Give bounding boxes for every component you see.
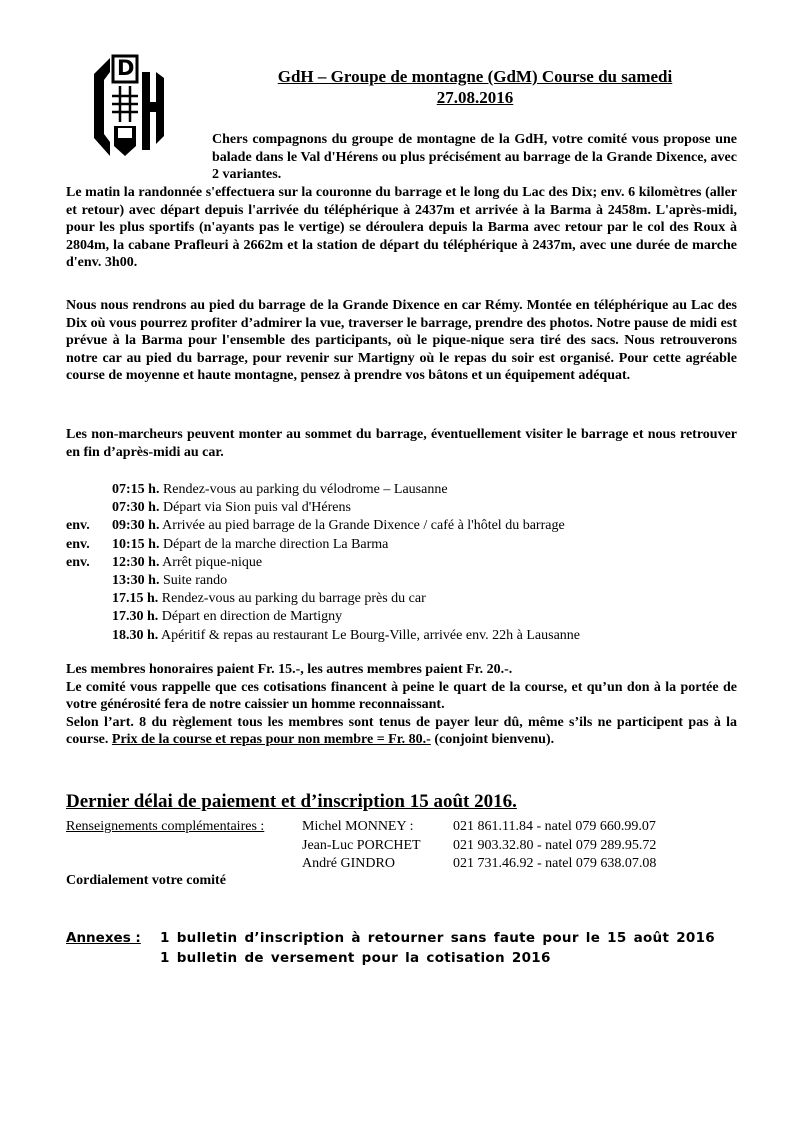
fees-section [66,661,737,749]
title-line-2: 27.08.2016 [436,88,514,107]
non-member-price: Prix de la course et repas pour non membre = Fr. 80.- [111,732,431,747]
schedule-row [66,590,746,608]
schedule-time [112,608,342,626]
schedule-text: Arrêt pique-nique [159,554,263,570]
schedule-row [66,536,746,554]
schedule-time-value: 07:30 h. [112,500,160,516]
schedule-time-value: 18.30 h. [112,627,159,643]
annex-row [66,928,756,948]
schedule-text: Départ de la marche direction La Barma [159,536,389,552]
annex-item: 1 bulletin d’inscription à retourner sans faute pour le 15 août 2016 [160,930,715,946]
schedule-time-value: 13:30 h. [112,572,160,588]
schedule-row [66,572,746,590]
title-line-1: GdH – Groupe de montagne (GdM) Course du samedi [277,67,673,86]
page-title [210,66,740,108]
schedule-time [112,554,262,572]
schedule-time-value: 10:15 h. [112,536,160,552]
schedule-text: Arrivée au pied barrage de la Grande Dixence / café à l'hôtel du barrage [159,518,565,534]
annex-item: 1 bulletin de versement pour la cotisation 2016 [160,950,551,966]
rules-text-end: (conjoint bienvenu). [430,732,555,747]
schedule-time-value: 17.15 h. [112,591,159,607]
donation-line: Le comité vous rappelle que ces cotisations financent à peine le quart de la course, et qu’un don à la portée de votre générosité fera de notre caissier un homme reconnaissant. [66,679,737,712]
schedule-time [112,627,580,645]
logo-letter-d: D [117,56,135,80]
schedule-time [112,499,351,517]
schedule-prefix: env. [66,536,90,552]
contacts-section [66,818,746,874]
schedule-time-value: 12:30 h. [112,554,160,570]
contact-phone: 021 731.46.92 - natel 079 638.07.08 [453,856,657,871]
contact-row [66,837,746,856]
deadline-heading: Dernier délai de paiement et d’inscription 15 août 2016. [66,791,517,812]
schedule-text: Rendez-vous au parking du barrage près du car [158,591,426,607]
schedule-list [66,481,746,645]
schedule-text: Suite rando [159,572,228,588]
intro-paragraph: Chers compagnons du groupe de montagne de la GdH, votre comité vous propose une balade dans le Val d'Hérens ou plus précisément au barrage de la Grande Dixence, avec 2 variantes. [212,132,737,182]
schedule-row [66,499,746,517]
contact-row [66,818,746,837]
contact-phone: 021 861.11.84 - natel 079 660.99.07 [453,819,656,834]
paragraph-non-walkers: Les non-marcheurs peuvent monter au sommet du barrage, éventuellement visiter le barrage et nous retrouver en fin d’après-midi au car. [66,427,737,460]
schedule-time [112,536,388,554]
annex-row [66,948,756,968]
rules-text: Selon l’art. 8 du règlement tous les membres sont tenus de payer leur dû, même s’ils ne participent pas à la course. [66,714,737,747]
contact-row [66,855,746,874]
gdh-logo [80,52,170,162]
paragraph-transport: Nous nous rendrons au pied du barrage de la Grande Dixence en car Rémy. Montée en téléphérique au Lac des Dix où vous pourrez profiter d’admirer la vue, traverser le barrage, prendre des photos. Notre pause de midi est prévue à la Barma pour l'ensemble des participants, où le pique-nique sera tiré des sacs. Nous retrouverons notre car au pied du barrage, pour revenir sur Martigny où le repas du soir est organisé. Pour cette agréable course de moyenne et haute montagne, pensez à prendre vos bâtons et un équipement adéquat. [66,298,737,383]
schedule-row [66,627,746,645]
annexes-label: Annexes : [66,930,141,946]
schedule-row [66,481,746,499]
schedule-row [66,608,746,626]
schedule-row [66,554,746,572]
contact-phone: 021 903.32.80 - natel 079 289.95.72 [453,837,657,853]
annexes-section [66,928,756,968]
schedule-prefix: env. [66,518,90,534]
schedule-prefix: env. [66,554,90,570]
schedule-time-value: 17.30 h. [112,609,159,625]
schedule-time [112,517,565,535]
fees-line: Les membres honoraires paient Fr. 15.-, les autres membres paient Fr. 20.-. [66,662,513,677]
schedule-time [112,572,227,590]
schedule-time [112,481,448,499]
contact-name: André GINDRO [302,856,395,871]
schedule-time-value: 07:15 h. [112,482,160,497]
schedule-row [66,517,746,535]
schedule-text: Rendez-vous au parking du vélodrome – Lausanne [159,482,448,497]
contact-name: Michel MONNEY : [302,819,414,834]
contact-name: Jean-Luc PORCHET [302,837,421,853]
schedule-text: Départ via Sion puis val d'Hérens [159,500,351,516]
schedule-text: Départ en direction de Martigny [158,609,343,625]
schedule-time [112,590,426,608]
contacts-label: Renseignements complémentaires : [66,819,265,834]
schedule-time-value: 09:30 h. [112,518,160,534]
sign-off: Cordialement votre comité [66,873,226,888]
rules-line [66,714,737,749]
schedule-text: Apéritif & repas au restaurant Le Bourg-Ville, arrivée env. 22h à Lausanne [158,627,581,643]
paragraph-route: Le matin la randonnée s'effectuera sur la couronne du barrage et le long du Lac des Dix; env. 6 kilomètres (aller et retour) avec départ depuis l'arrivée du téléphérique à 2437m et arrivée à la Barma à 2458m. L'après-midi, pour les plus sportifs (n'ayants pas le vertige) se déroulera depuis la Barma avec retour par le col des Roux à 2804m, la cabane Prafleuri à 2662m et la station de départ du téléphérique à 2437m, avec une durée de marche d'env. 3h00. [66,185,737,270]
